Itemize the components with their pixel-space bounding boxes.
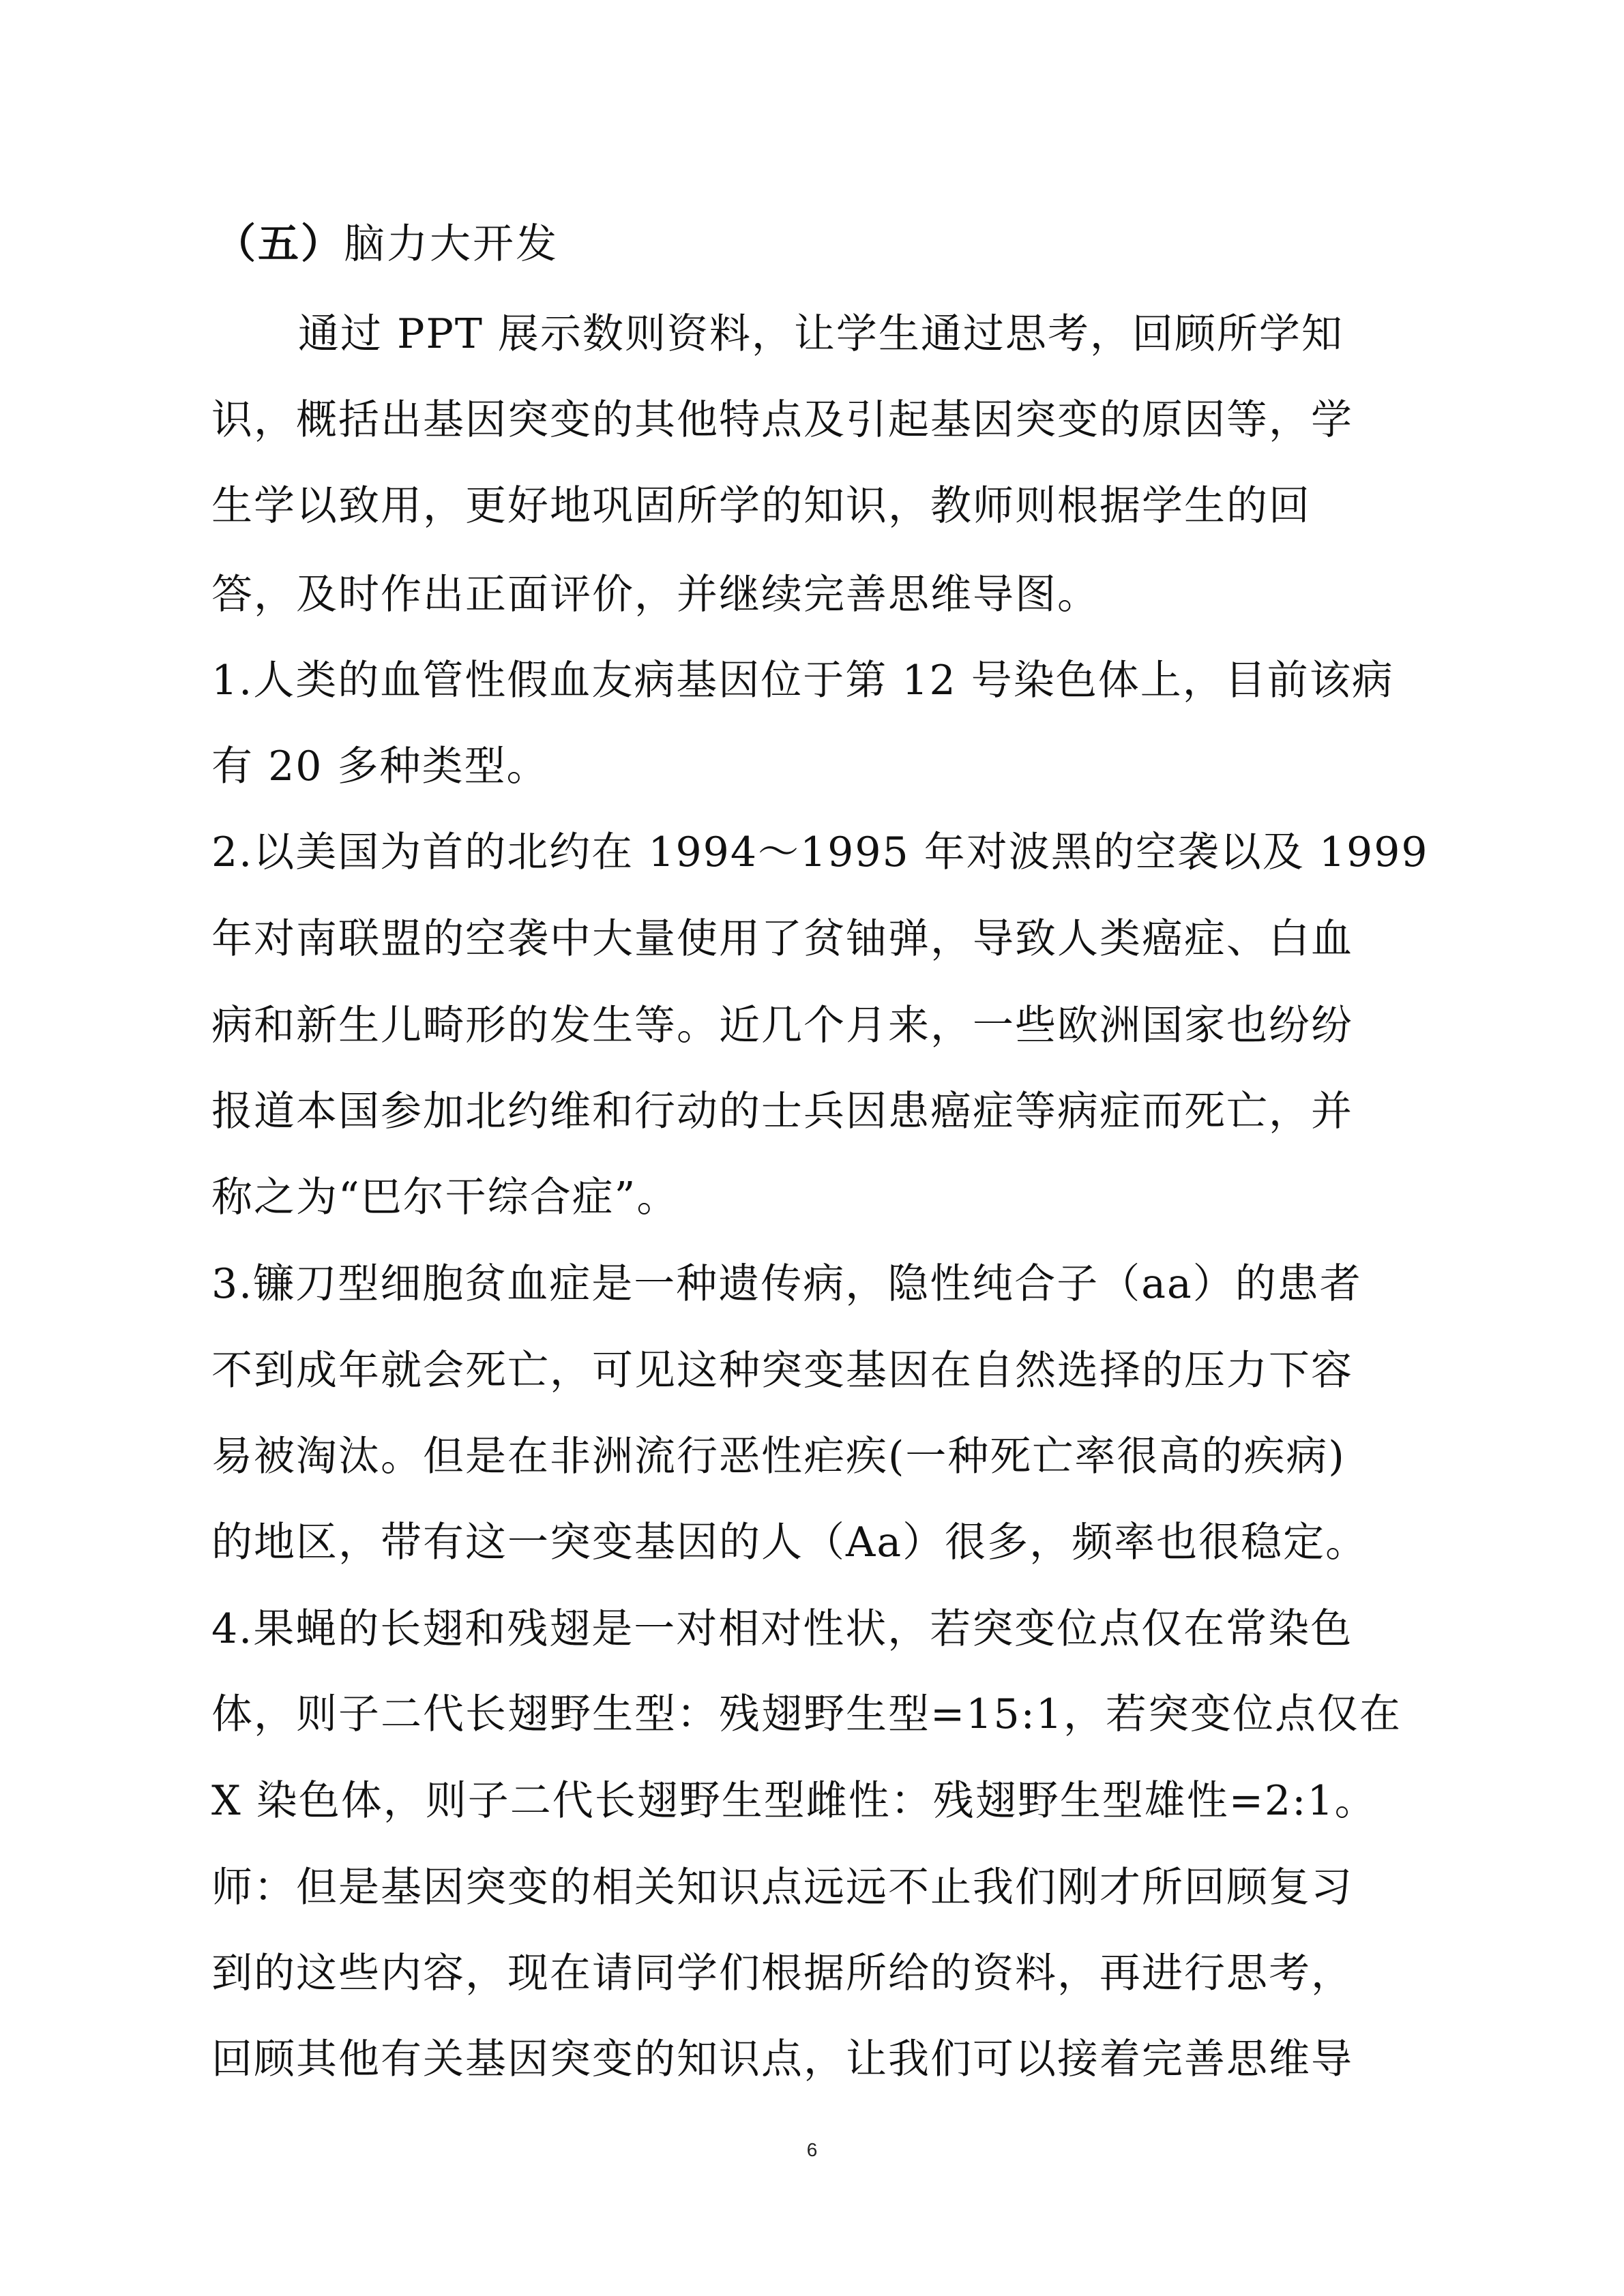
list-item-line: 2.以美国为首的北约在 1994～1995 年对波黑的空袭以及 1999: [211, 829, 1429, 876]
paragraph-line: 答，及时作出正面评价，并继续完善思维导图。: [211, 571, 1099, 618]
list-item-line: 有 20 多种类型。: [211, 743, 549, 790]
list-item-line: 体，则子二代长翅野生型：残翅野生型=15:1，若突变位点仅在: [211, 1690, 1402, 1738]
page-number: 6: [806, 2139, 818, 2160]
list-item-line: 不到成年就会死亡，可见这种突变基因在自然选择的压力下容: [211, 1347, 1353, 1395]
list-item-line: 病和新生儿畸形的发生等。近几个月来，一些欧洲国家也纷纷: [211, 1002, 1353, 1049]
list-item-line: 3.镰刀型细胞贫血症是一种遗传病，隐性纯合子（aa）的患者: [211, 1260, 1362, 1308]
paragraph-line: 识，概括出基因突变的其他特点及引起基因突变的原因等，学: [211, 396, 1353, 444]
paragraph-line: 师：但是基因突变的相关知识点远远不止我们刚才所回顾复习: [211, 1864, 1353, 1911]
list-item-line: 报道本国参加北约维和行动的士兵因患癌症等病症而死亡，并: [211, 1088, 1353, 1135]
list-item-line: 称之为“巴尔干综合症”。: [211, 1174, 679, 1221]
paragraph-line: 生学以致用，更好地巩固所学的知识，教师则根据学生的回: [211, 482, 1311, 530]
list-item-line: 4.果蝇的长翅和残翅是一对相对性状，若突变位点仅在常染色: [211, 1605, 1353, 1653]
section-number: （五）: [215, 220, 344, 268]
list-item-line: 的地区，带有这一突变基因的人（Aa）很多，频率也很稳定。: [211, 1519, 1368, 1566]
section-title: 脑力大开发: [344, 220, 559, 268]
list-item-line: X 染色体，则子二代长翅野生型雌性：残翅野生型雄性=2:1。: [211, 1777, 1377, 1825]
paragraph-line: 通过 PPT 展示数则资料，让学生通过思考，回顾所学知: [298, 310, 1344, 358]
list-item-line: 易被淘汰。但是在非洲流行恶性疟疾(一种死亡率很高的疾病): [211, 1433, 1346, 1480]
list-item-line: 1.人类的血管性假血友病基因位于第 12 号染色体上，目前该病: [211, 657, 1394, 704]
paragraph-line: 回顾其他有关基因突变的知识点，让我们可以接着完善思维导: [211, 2036, 1353, 2083]
section-heading: [215, 220, 559, 268]
list-item-line: 年对南联盟的空袭中大量使用了贫铀弹，导致人类癌症、白血: [211, 915, 1353, 963]
paragraph-line: 到的这些内容，现在请同学们根据所给的资料，再进行思考，: [211, 1950, 1353, 1997]
